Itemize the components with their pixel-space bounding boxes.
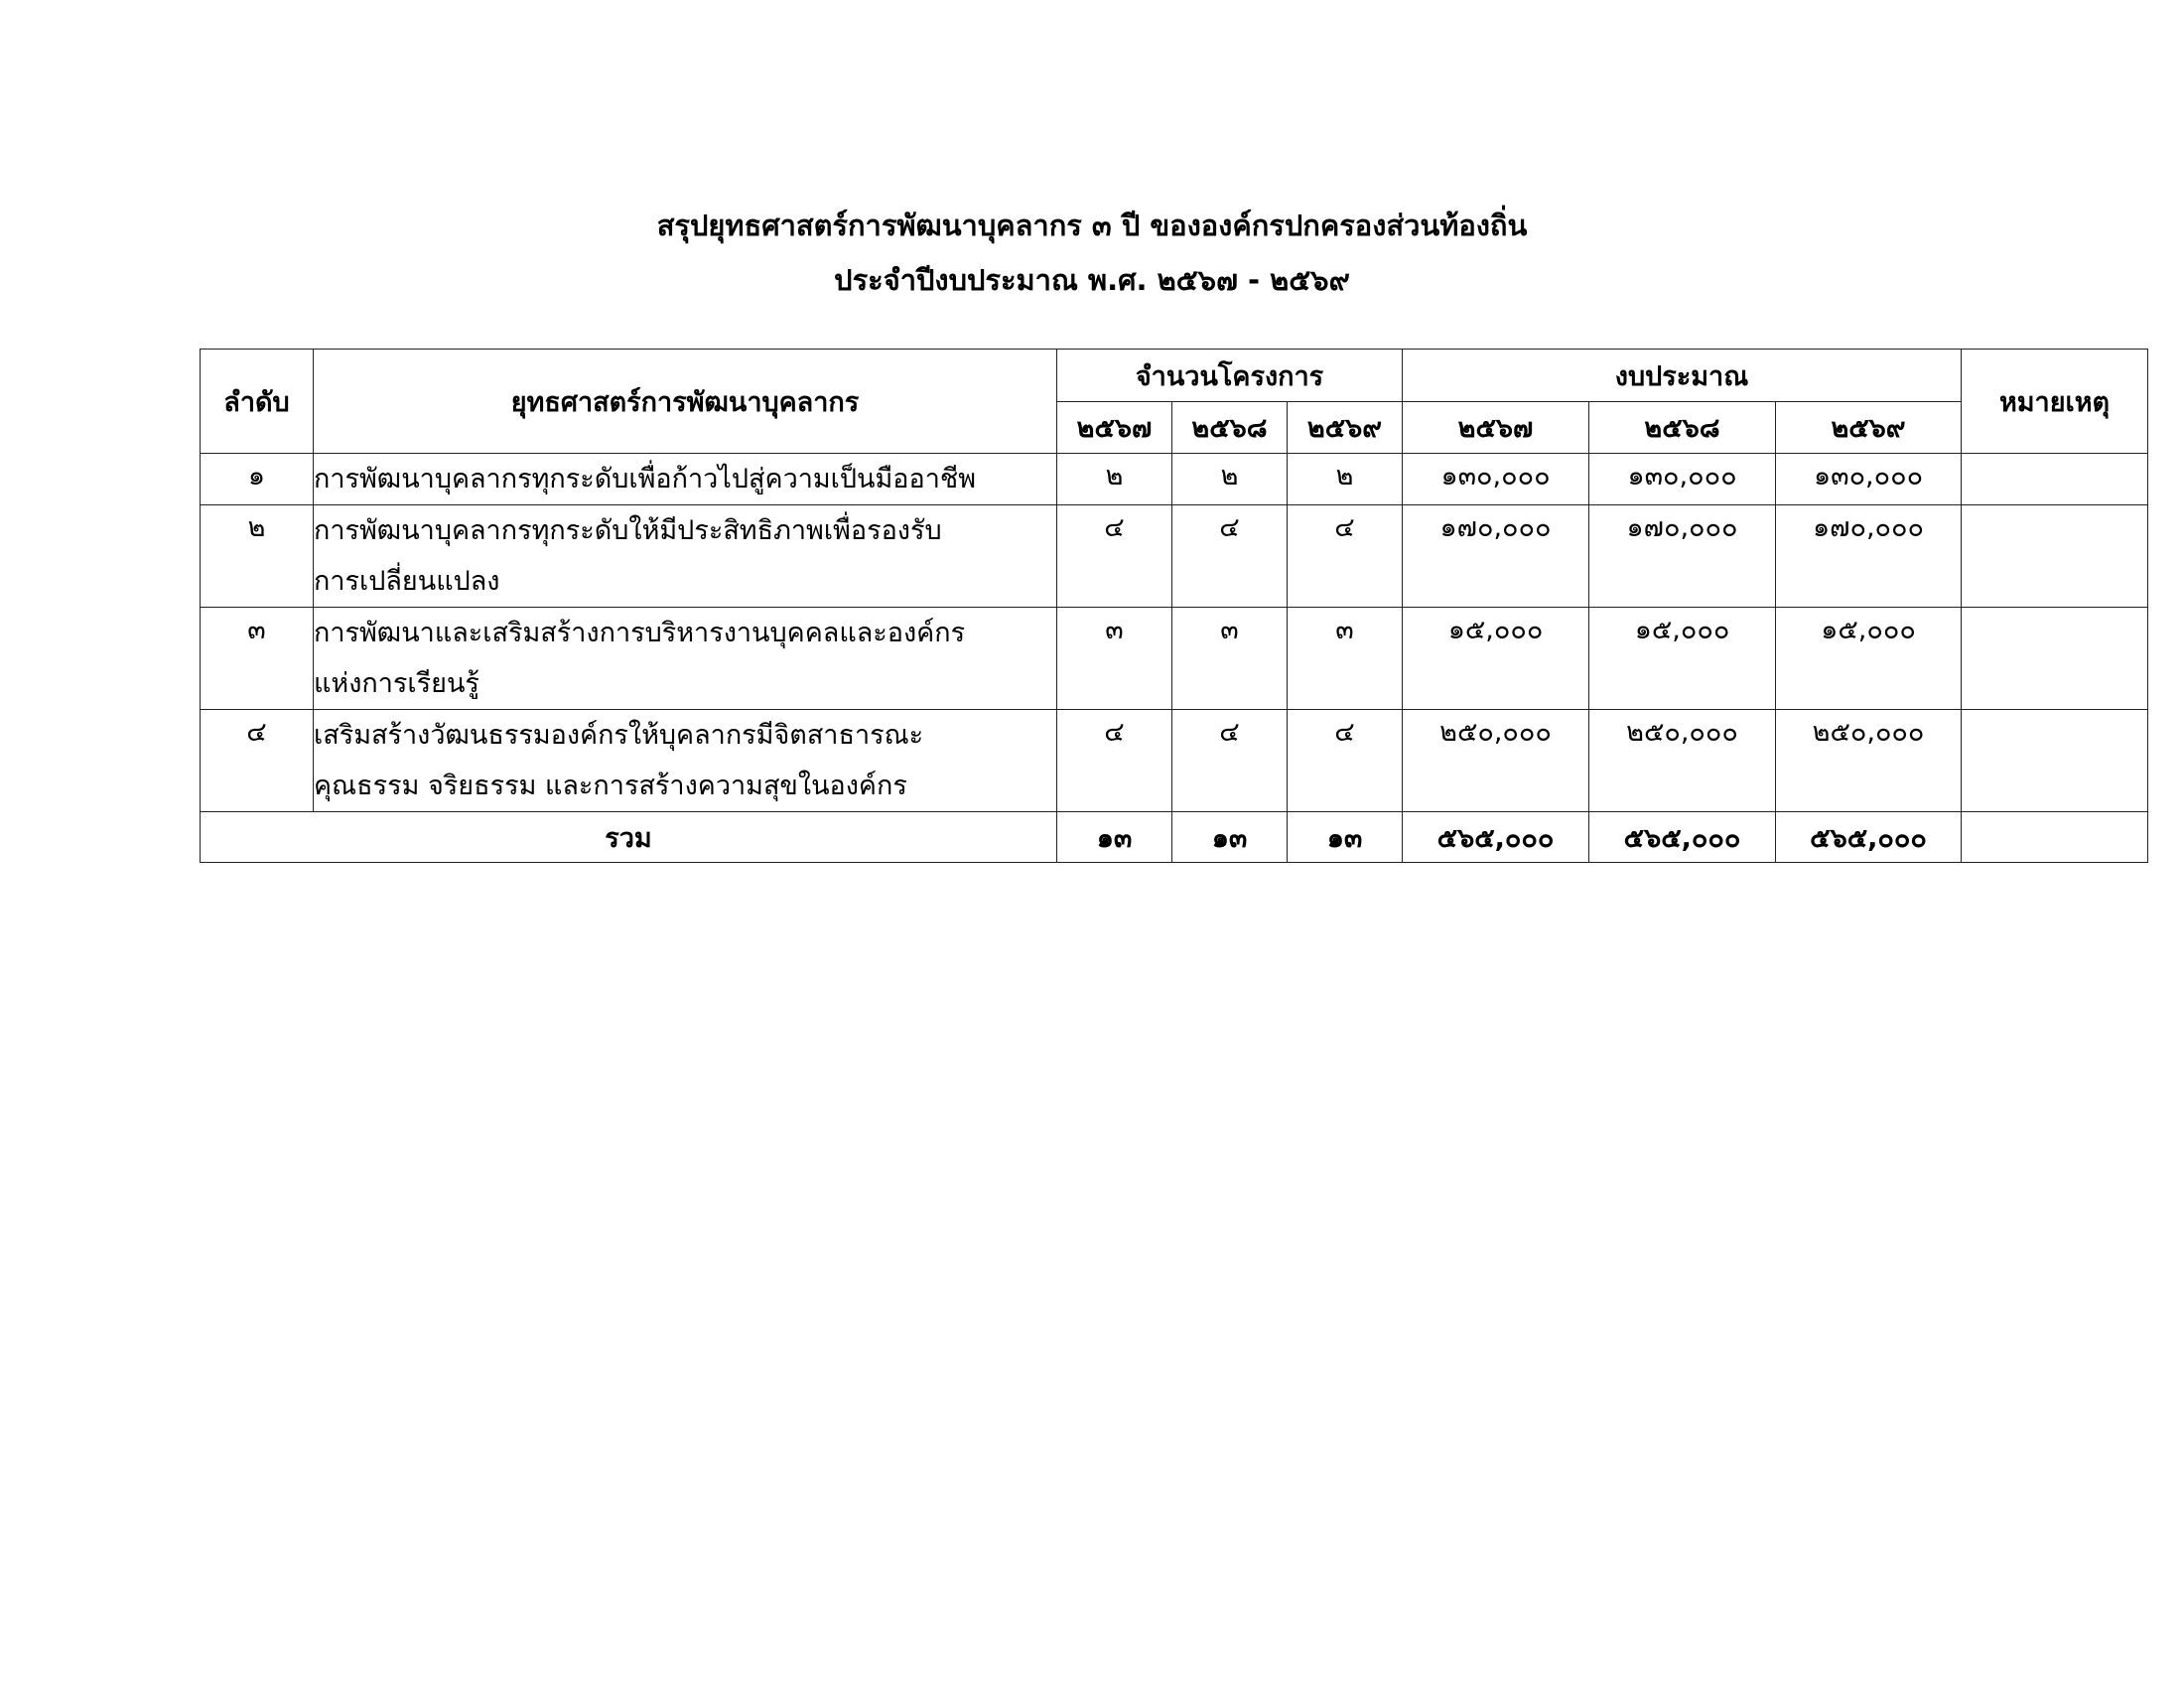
header-strategy: ยุทธศาสตร์การพัฒนาบุคลากร: [314, 350, 1057, 454]
row-project-count: ๔: [1057, 505, 1172, 608]
header-project-year: ๒๕๖๗: [1057, 402, 1172, 454]
header-project-count: จำนวนโครงการ: [1057, 350, 1403, 402]
row-project-count: ๓: [1288, 608, 1403, 710]
row-budget: ๑๗๐,๐๐๐: [1403, 505, 1589, 608]
row-budget: ๑๗๐,๐๐๐: [1776, 505, 1962, 608]
row-project-count: ๓: [1057, 608, 1172, 710]
row-strategy: [314, 710, 1057, 812]
header-budget-year: ๒๕๖๘: [1589, 402, 1776, 454]
row-budget: ๑๕,๐๐๐: [1776, 608, 1962, 710]
row-budget: ๑๕,๐๐๐: [1403, 608, 1589, 710]
strategy-line: แห่งการเรียนรู้: [314, 668, 479, 699]
strategy-line: การพัฒนาและเสริมสร้างการบริหารงานบุคคลและองค์กร: [314, 618, 966, 648]
row-remark: [1962, 505, 2148, 608]
row-project-count: ๒: [1288, 454, 1403, 505]
row-project-count: ๒: [1172, 454, 1288, 505]
row-order: ๔: [201, 710, 314, 812]
strategy-summary-table: [200, 349, 2148, 863]
row-project-count: ๓: [1172, 608, 1288, 710]
total-budget: ๕๖๕,๐๐๐: [1776, 812, 1962, 863]
row-budget: ๑๕,๐๐๐: [1589, 608, 1776, 710]
row-budget: ๑๓๐,๐๐๐: [1403, 454, 1589, 505]
total-budget: ๕๖๕,๐๐๐: [1589, 812, 1776, 863]
table-row: [201, 608, 2148, 710]
strategy-line: การพัฒนาบุคลากรทุกระดับเพื่อก้าวไปสู่ความเป็นมืออาชีพ: [314, 464, 977, 494]
row-budget: ๑๓๐,๐๐๐: [1776, 454, 1962, 505]
total-project-count: ๑๓: [1057, 812, 1172, 863]
table-row: [201, 454, 2148, 505]
header-order: ลำดับ: [201, 350, 314, 454]
header-remark: หมายเหตุ: [1962, 350, 2148, 454]
row-project-count: ๔: [1172, 710, 1288, 812]
total-project-count: ๑๓: [1172, 812, 1288, 863]
document-title: สรุปยุทธศาสตร์การพัฒนาบุคลากร ๓ ปี ขององค์กรปกครองส่วนท้องถิ่น: [656, 209, 1528, 242]
row-project-count: ๔: [1057, 710, 1172, 812]
row-strategy: [314, 454, 1057, 505]
total-remark: [1962, 812, 2148, 863]
row-budget: ๑๓๐,๐๐๐: [1589, 454, 1776, 505]
row-order: ๓: [201, 608, 314, 710]
row-remark: [1962, 710, 2148, 812]
row-remark: [1962, 454, 2148, 505]
header-project-year: ๒๕๖๘: [1172, 402, 1288, 454]
document-subtitle: ประจำปีงบประมาณ พ.ศ. ๒๕๖๗ - ๒๕๖๙: [834, 263, 1350, 297]
row-strategy: [314, 505, 1057, 608]
row-budget: ๒๕๐,๐๐๐: [1589, 710, 1776, 812]
row-budget: ๒๕๐,๐๐๐: [1403, 710, 1589, 812]
row-strategy: [314, 608, 1057, 710]
strategy-line: คุณธรรม จริยธรรม และการสร้างความสุขในองค์กร: [314, 771, 907, 801]
row-remark: [1962, 608, 2148, 710]
row-order: ๒: [201, 505, 314, 608]
total-project-count: ๑๓: [1288, 812, 1403, 863]
row-budget: ๒๕๐,๐๐๐: [1776, 710, 1962, 812]
header-budget-year: ๒๕๖๙: [1776, 402, 1962, 454]
table-header-row: [201, 350, 2148, 402]
row-project-count: ๔: [1172, 505, 1288, 608]
table-total-row: [201, 812, 2148, 863]
row-order: ๑: [201, 454, 314, 505]
header-budget-year: ๒๕๖๗: [1403, 402, 1589, 454]
table-row: [201, 505, 2148, 608]
strategy-line: เสริมสร้างวัฒนธรรมองค์กรให้บุคลากรมีจิตสาธารณะ: [314, 720, 924, 751]
strategy-line: การพัฒนาบุคลากรทุกระดับให้มีประสิทธิภาพเพื่อรองรับ: [314, 515, 942, 546]
row-budget: ๑๗๐,๐๐๐: [1589, 505, 1776, 608]
header-project-year: ๒๕๖๙: [1288, 402, 1403, 454]
table-row: [201, 710, 2148, 812]
total-label: รวม: [201, 812, 1057, 863]
header-budget: งบประมาณ: [1403, 350, 1962, 402]
total-budget: ๕๖๕,๐๐๐: [1403, 812, 1589, 863]
row-project-count: ๔: [1288, 710, 1403, 812]
row-project-count: ๒: [1057, 454, 1172, 505]
strategy-line: การเปลี่ยนแปลง: [314, 566, 500, 597]
row-project-count: ๔: [1288, 505, 1403, 608]
